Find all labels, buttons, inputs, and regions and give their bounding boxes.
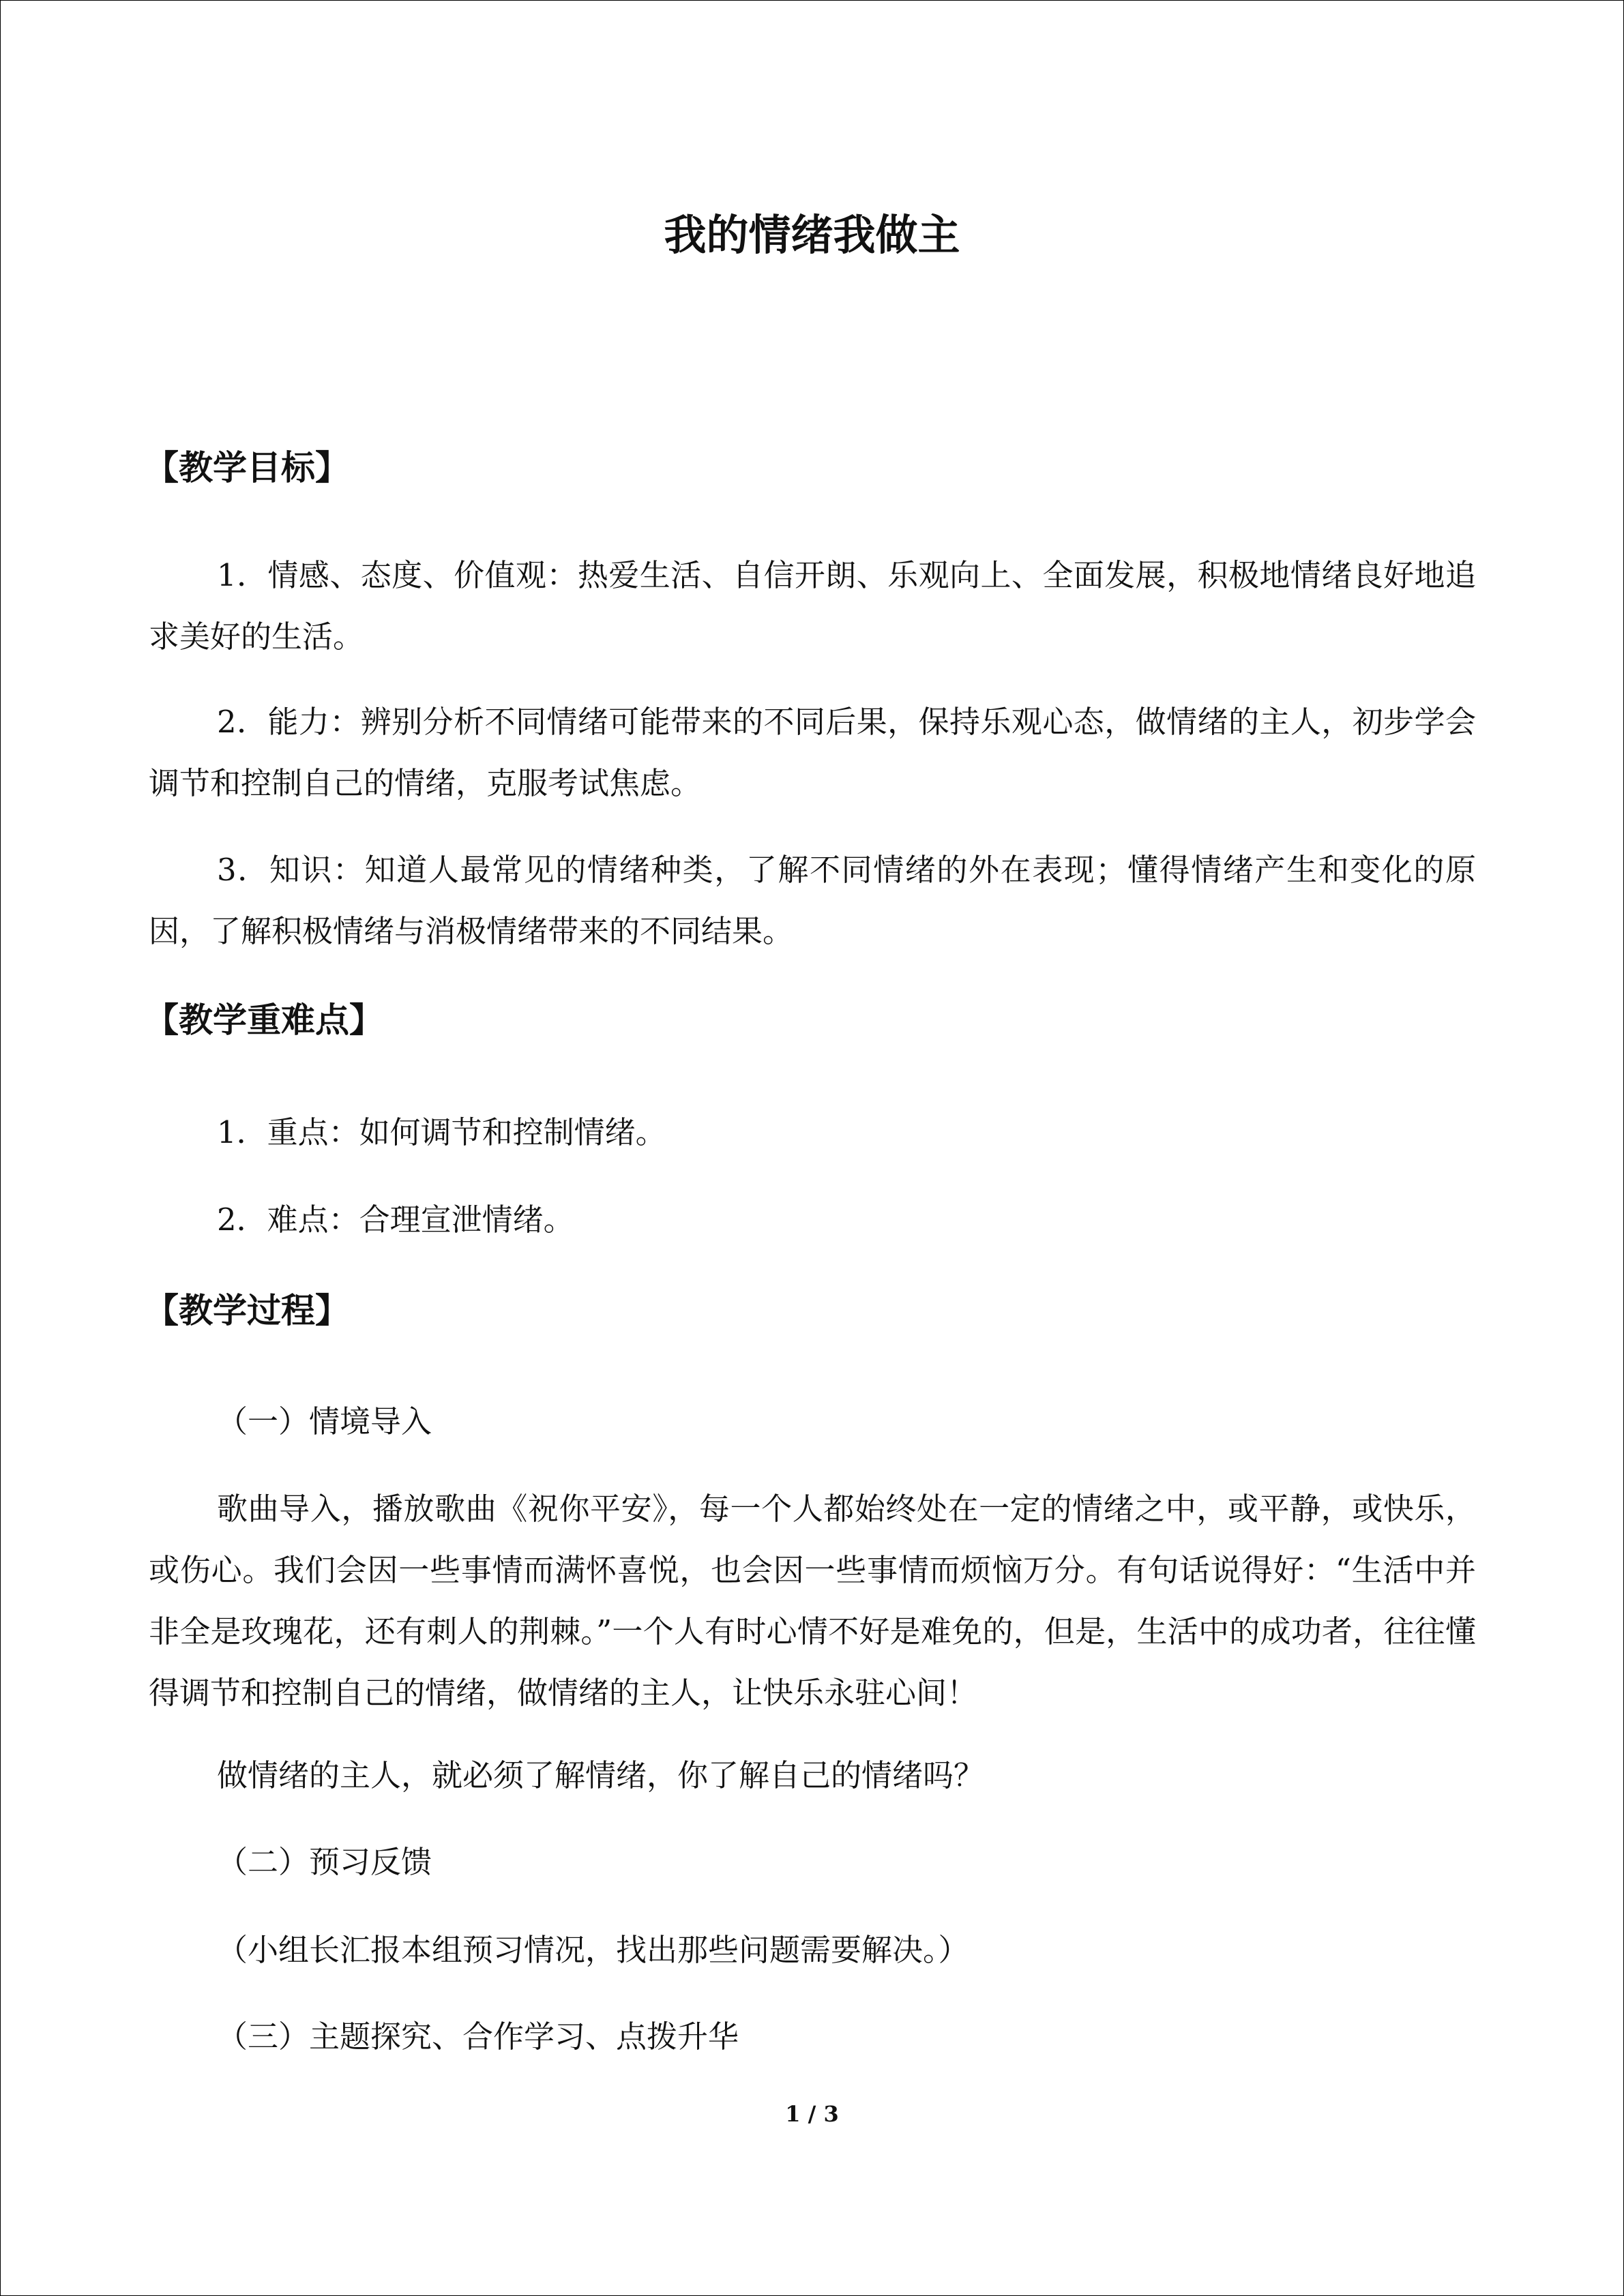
section-heading-key-points: 【教学重难点】	[145, 1000, 383, 1040]
process-subheading-3: （三）主题探究、合作学习、点拨升华	[217, 2018, 739, 2055]
process-paragraph-question: 做情绪的主人，就必须了解情绪，你了解自己的情绪吗？	[217, 1757, 985, 1793]
section-heading-objectives: 【教学目标】	[145, 448, 349, 488]
section-heading-process: 【教学过程】	[145, 1291, 349, 1330]
process-subheading-1: （一）情境导入	[217, 1403, 432, 1440]
key-point-item-1: 1．重点：如何调节和控制情绪。	[217, 1114, 666, 1150]
process-subheading-2: （二）预习反馈	[217, 1844, 432, 1880]
process-paragraph-intro: 歌曲导入，播放歌曲《祝你平安》，每一个人都始终处在一定的情绪之中，或平静，或快乐，或伤心。我们会因一些事情而满怀喜悦，也会因一些事情而烦恼万分。有句话说得好：“生活中并非全是玫瑰花，还有刺人的荆棘。”一个人有时心情不好是难免的，但是，生活中的成功者，往往懂得调节和控制自己的情绪，做情绪的主人，让快乐永驻心间！	[149, 1491, 1476, 1711]
document-title: 我的情绪我做主	[664, 210, 960, 260]
objective-item-1: 1．情感、态度、价值观：热爱生活、自信开朗、乐观向上、全面发展，积极地情绪良好地追求美好的生活。	[149, 557, 1476, 655]
key-point-item-2: 2．难点：合理宣泄情绪。	[217, 1202, 574, 1238]
objective-item-2: 2．能力：辨别分析不同情绪可能带来的不同后果，保持乐观心态，做情绪的主人，初步学会调节和控制自己的情绪，克服考试焦虑。	[149, 704, 1476, 801]
objective-item-3: 3．知识：知道人最常见的情绪种类，了解不同情绪的外在表现；懂得情绪产生和变化的原因，了解积极情绪与消极情绪带来的不同结果。	[149, 852, 1476, 949]
page-number: 1 / 3	[785, 2101, 839, 2127]
process-paragraph-feedback: （小组长汇报本组预习情况，找出那些问题需要解决。）	[217, 1932, 969, 1968]
